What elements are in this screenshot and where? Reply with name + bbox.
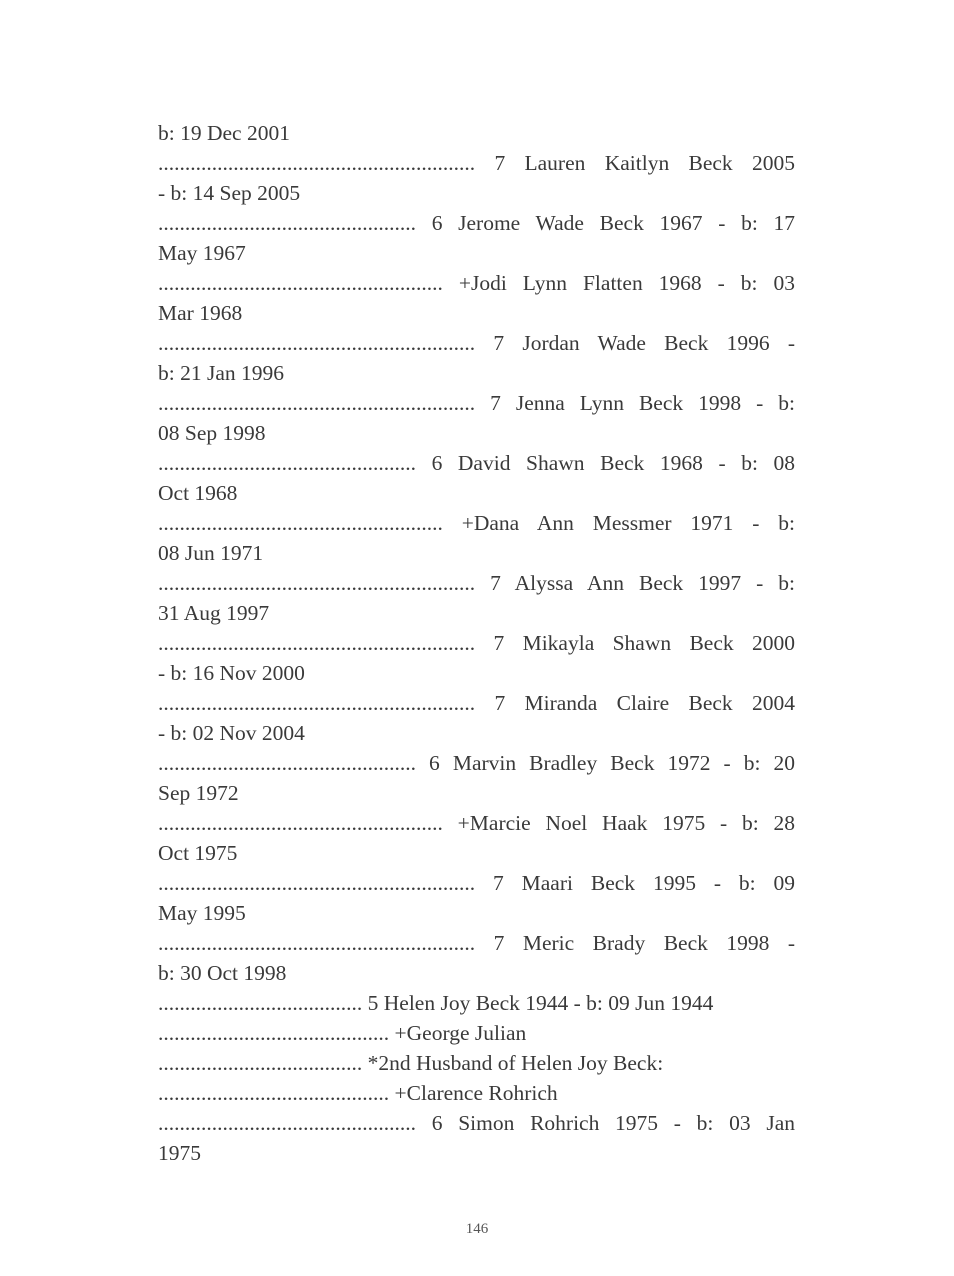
text-line: ..................................................... +Jodi Lynn Flatten 1968 - b: 03 [158,271,795,295]
text-line: ................................................ 6 Simon Rohrich 1975 - b: 03 Jan [158,1111,795,1135]
text-line: ................................................ 6 Jerome Wade Beck 1967 - b: 17 [158,211,795,235]
text-line: Oct 1968 [158,481,238,505]
text-line: b: 21 Jan 1996 [158,361,285,385]
page-number: 146 [465,1221,489,1237]
text-line: ..................................................... +Dana Ann Messmer 1971 - b: [158,511,795,535]
text-line: - b: 02 Nov 2004 [158,721,305,745]
text-line: Sep 1972 [158,781,239,805]
text-line: ........................................................... 7 Meric Brady Beck 1998 - [158,931,795,955]
text-line: ................................................ 6 David Shawn Beck 1968 - b: 08 [158,451,795,475]
text-line: ........................................... +George Julian [158,1021,527,1045]
text-line: ........................................... +Clarence Rohrich [158,1081,558,1105]
text-line: ..................................................... +Marcie Noel Haak 1975 - b: 28 [158,811,795,835]
text-line: Mar 1968 [158,301,243,325]
text-line: - b: 14 Sep 2005 [158,181,301,205]
text-line: 08 Jun 1971 [158,541,264,565]
text-line: ........................................................... 7 Alyssa Ann Beck 1997 - b: [158,571,795,595]
text-line: ...................................... *2nd Husband of Helen Joy Beck: [158,1051,664,1075]
text-line: ...................................... 5 Helen Joy Beck 1944 - b: 09 Jun 1944 [158,991,714,1015]
text-line: ........................................................... 7 Jordan Wade Beck 1996 - [158,331,795,355]
text-line: 31 Aug 1997 [158,601,270,625]
genealogy-text-block [158,118,795,1168]
text-line: ................................................ 6 Marvin Bradley Beck 1972 - b: 20 [158,751,795,775]
text-line: - b: 16 Nov 2000 [158,661,305,685]
text-line: ........................................................... 7 Jenna Lynn Beck 1998 - b: [158,391,795,415]
text-line: b: 19 Dec 2001 [158,121,290,145]
text-line: Oct 1975 [158,841,238,865]
text-line: ........................................................... 7 Lauren Kaitlyn Beck 2005 [158,151,795,175]
text-line: b: 30 Oct 1998 [158,961,287,985]
text-line: May 1967 [158,241,246,265]
text-line: ........................................................... 7 Miranda Claire Beck 2004 [158,691,795,715]
text-line: ........................................................... 7 Mikayla Shawn Beck 2000 [158,631,795,655]
text-line: 08 Sep 1998 [158,421,266,445]
text-line: ........................................................... 7 Maari Beck 1995 - b: 09 [158,871,795,895]
text-line: 1975 [158,1141,201,1165]
text-line: May 1995 [158,901,246,925]
